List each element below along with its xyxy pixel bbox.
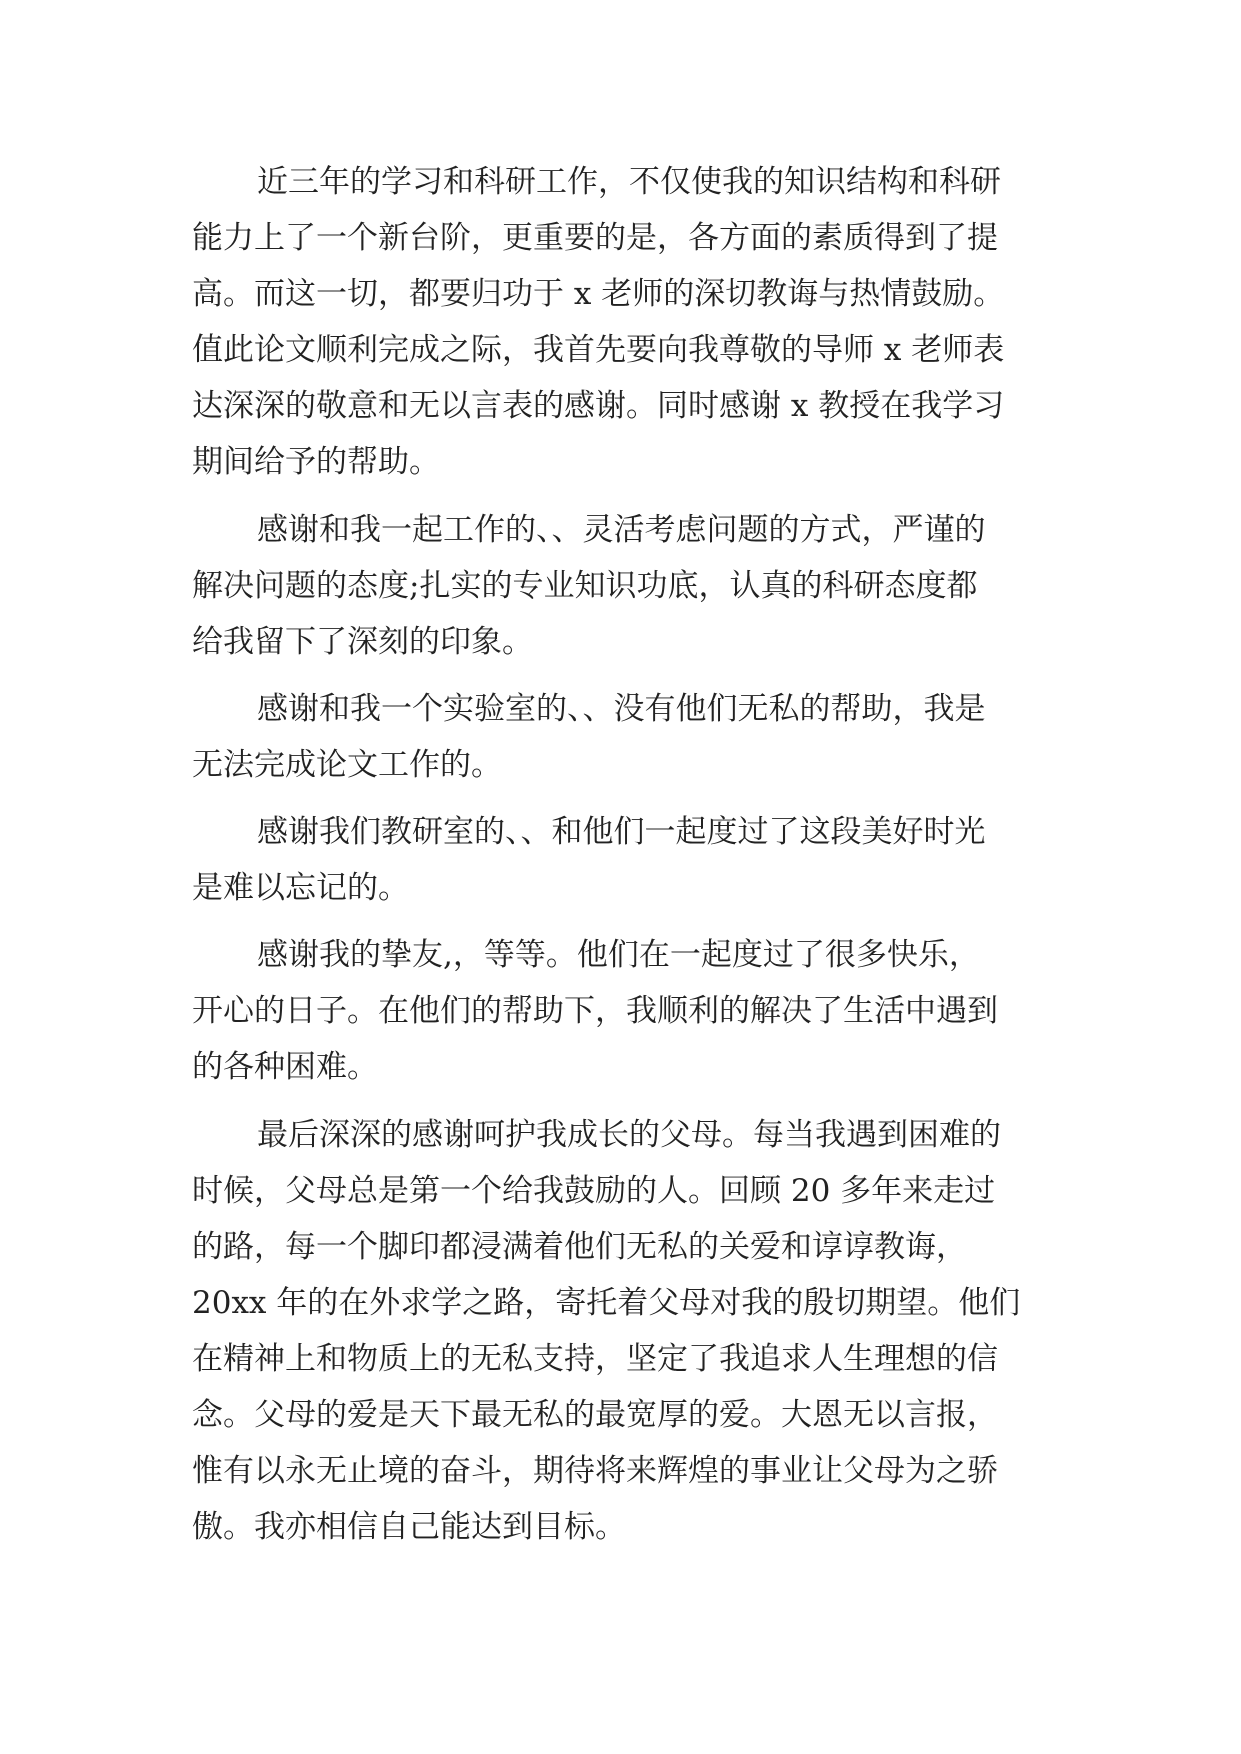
text-line: 时候，父母总是第一个给我鼓励的人。回顾 20 多年来走过 [192, 1173, 996, 1209]
text-line: 无法完成论文工作的。 [192, 747, 502, 783]
text-line: 值此论文顺利完成之际，我首先要向我尊敬的导师 x 老师表 [192, 332, 1005, 368]
text-line: 的各种困难。 [192, 1049, 378, 1085]
text-line: 感谢我的挚友,，等等。他们在一起度过了很多快乐， [257, 937, 980, 973]
text-line: 傲。我亦相信自己能达到目标。 [192, 1509, 626, 1545]
text-line: 最后深深的感谢呵护我成长的父母。每当我遇到困难的 [257, 1117, 1001, 1153]
text-line: 达深深的敬意和无以言表的感谢。同时感谢 x 教授在我学习 [192, 388, 1005, 424]
text-line: 给我留下了深刻的印象。 [192, 624, 533, 660]
text-line: 的路，每一个脚印都浸满着他们无私的关爱和谆谆教诲， [192, 1229, 967, 1265]
text-line: 解决问题的态度;扎实的专业知识功底，认真的科研态度都 [192, 568, 978, 604]
text-line: 感谢和我一起工作的、、灵活考虑问题的方式，严谨的 [257, 512, 986, 548]
text-line: 高。而这一切，都要归功于 x 老师的深切教诲与热情鼓励。 [192, 276, 1005, 312]
text-line: 是难以忘记的。 [192, 870, 409, 906]
text-line: 期间给予的帮助。 [192, 444, 440, 480]
text-line: 感谢我们教研室的、、和他们一起度过了这段美好时光 [257, 814, 986, 850]
text-line: 开心的日子。在他们的帮助下，我顺利的解决了生活中遇到 [192, 993, 998, 1029]
text-line: 念。父母的爱是天下最无私的最宽厚的爱。大恩无以言报， [192, 1397, 998, 1433]
text-line: 20xx 年的在外求学之路，寄托着父母对我的殷切期望。他们 [192, 1285, 1021, 1321]
text-line: 在精神上和物质上的无私支持，坚定了我追求人生理想的信 [192, 1341, 998, 1377]
text-line: 能力上了一个新台阶，更重要的是，各方面的素质得到了提 [192, 220, 998, 256]
text-line: 惟有以永无止境的奋斗，期待将来辉煌的事业让父母为之骄 [192, 1453, 998, 1489]
text-line: 近三年的学习和科研工作，不仅使我的知识结构和科研 [257, 164, 1001, 200]
text-line: 感谢和我一个实验室的、、没有他们无私的帮助，我是 [257, 691, 986, 727]
